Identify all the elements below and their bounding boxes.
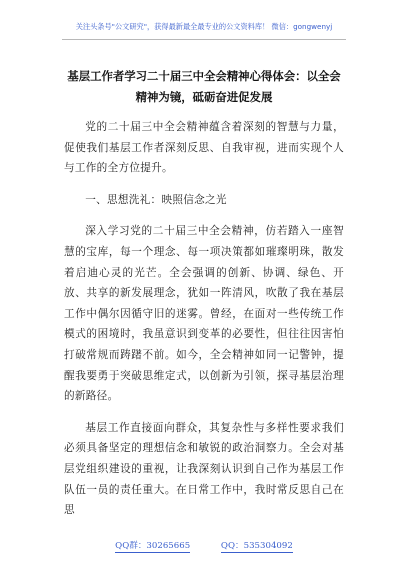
body-paragraph: 基层工作直接面向群众，其复杂性与多样性要求我们必须具备坚定的理想信念和敏锐的政治洞察力。全会对基层党组织建设的重视，让我深刻认识到自己作为基层工作队伍一员的责任重大。在日常工作中，我时常反思自己在思	[64, 421, 344, 517]
header-promo-note[interactable]: 关注头条号"公文研究"，获得最新最全最专业的公文资料库！ 微信：gongwenyj	[75, 22, 333, 31]
section-heading: 一、思想洗礼：映照信念之光	[85, 193, 227, 206]
footer-contact	[0, 541, 408, 553]
body-paragraph: 深入学习党的二十届三中全会精神，仿若踏入一座智慧的宝库，每一个理念、每一项决策都如璀璨明珠，散发着启迪心灵的光芒。全会强调的创新、协调、绿色、开放、共享的新发展理念，犹如一阵清风，吹散了我在基层工作中偶尔因循守旧的迷雾。曾经，在面对一些传统工作模式的困境时，我虽意识到变革的必要性，但往往因害怕打破常规而踌躇不前。如今，全会精神如同一记警钟，提醒我要勇于突破思维定式，以创新为引领，探寻基层治理的新路径。	[64, 225, 344, 403]
footer-qq-contact-link[interactable]: QQ：535304092	[220, 541, 293, 551]
footer-qq-group-link[interactable]: QQ群：30265665	[115, 541, 191, 551]
header-divider	[62, 39, 346, 40]
intro-paragraph: 党的二十届三中全会精神蕴含着深刻的智慧与力量，促使我们基层工作者深刻反思、自我审视，进而实现个人与工作的全方位提升。	[64, 121, 344, 175]
document-title: 基层工作者学习二十届三中全会精神心得体会：以全会精神为镜，砥砺奋进促发展	[67, 69, 341, 104]
document-body	[64, 117, 344, 521]
